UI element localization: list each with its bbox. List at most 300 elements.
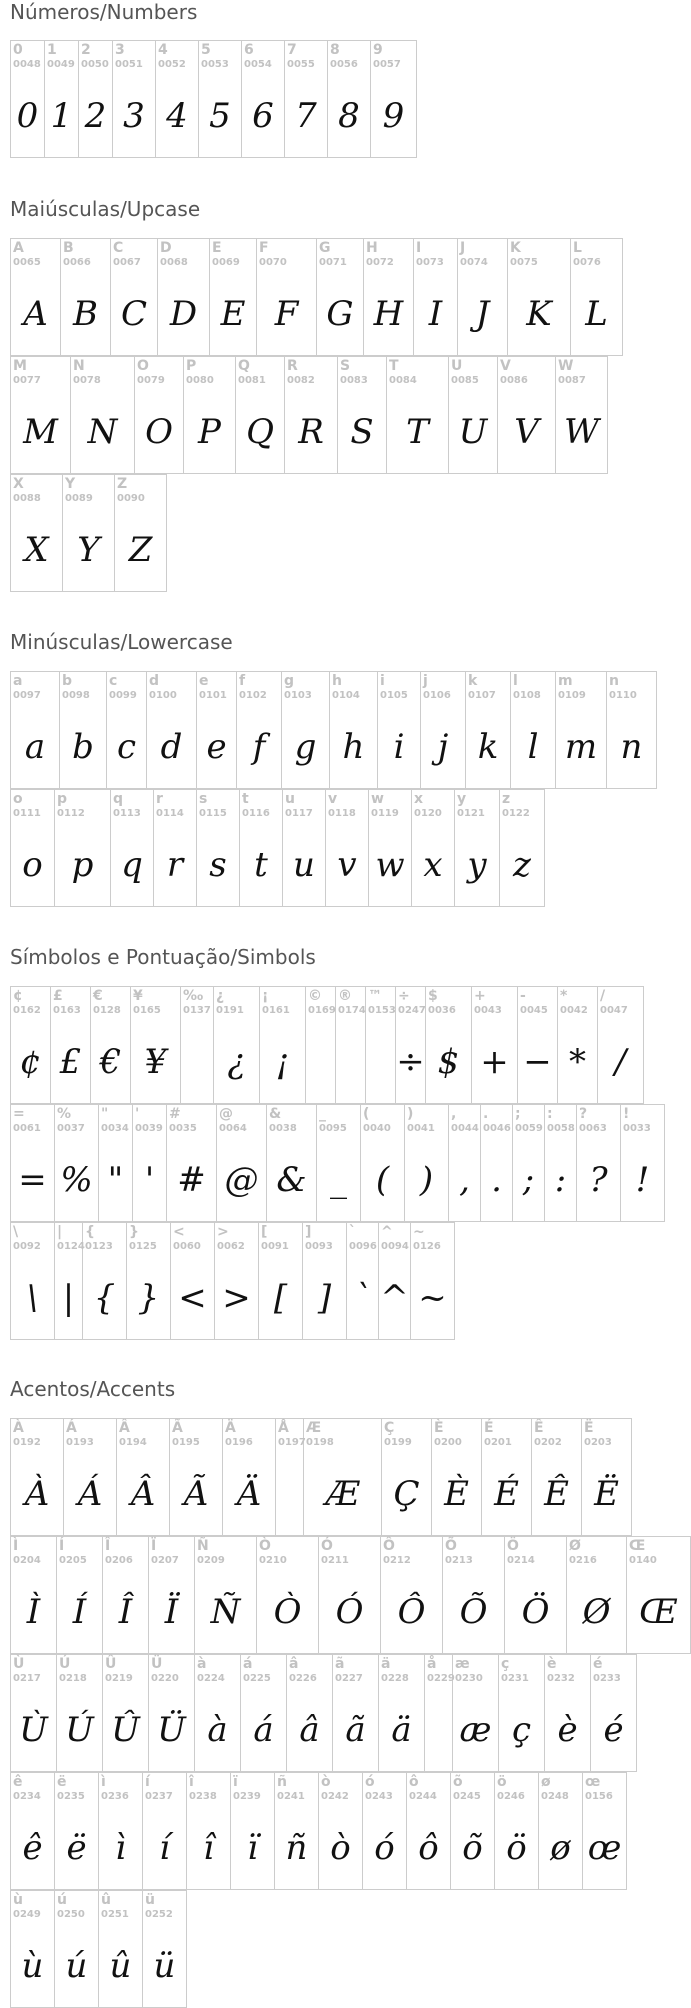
glyph-label: 7 xyxy=(287,42,297,58)
glyph-sample: 1 xyxy=(50,96,73,136)
glyph-code: 0052 xyxy=(158,59,186,70)
glyph-cell xyxy=(481,1105,513,1221)
glyph-label: 3 xyxy=(115,42,125,58)
glyph-sample: ] xyxy=(317,1278,332,1318)
glyph-code: 0060 xyxy=(173,1241,201,1252)
glyph-sample: V xyxy=(514,412,539,452)
glyph-cell xyxy=(57,1655,103,1771)
glyph-sample: ì xyxy=(115,1828,126,1868)
glyph-label: ~ xyxy=(413,1224,425,1240)
glyph-code: 0044 xyxy=(451,1123,479,1134)
glyph-cell xyxy=(505,1537,567,1653)
glyph-cell xyxy=(304,1419,382,1535)
glyph-code: 0101 xyxy=(199,690,227,701)
glyph-cell xyxy=(282,672,330,788)
glyph-cell xyxy=(539,1773,583,1889)
glyph-sample: > xyxy=(222,1278,251,1318)
glyph-sample: # xyxy=(177,1160,206,1200)
glyph-cell xyxy=(412,790,455,906)
glyph-label: ‰ xyxy=(183,988,204,1004)
glyph-label: ù xyxy=(13,1892,23,1908)
glyph-sample: , xyxy=(459,1160,470,1200)
glyph-cell xyxy=(276,1419,304,1535)
glyph-code: 0123 xyxy=(85,1241,113,1252)
glyph-cell xyxy=(336,987,366,1103)
glyph-code: 0169 xyxy=(308,1005,336,1016)
glyph-code: 0086 xyxy=(500,375,528,386)
glyph-cell xyxy=(518,987,558,1103)
glyph-code: 0201 xyxy=(484,1437,512,1448)
glyph-sample: Ó xyxy=(335,1592,364,1632)
glyph-sample: ã xyxy=(345,1710,366,1750)
glyph-code: 0087 xyxy=(558,375,586,386)
glyph-code: 0108 xyxy=(513,690,541,701)
glyph-label: Á xyxy=(66,1420,77,1436)
glyph-code: 0034 xyxy=(101,1123,129,1134)
glyph-sample: a xyxy=(24,727,46,767)
glyph-sample: õ xyxy=(462,1828,483,1868)
glyph-label: . xyxy=(483,1106,489,1122)
glyph-code: 0207 xyxy=(151,1555,179,1566)
glyph-code: 0234 xyxy=(13,1791,41,1802)
glyph-cell xyxy=(11,1773,55,1889)
glyph-code: 0219 xyxy=(105,1673,133,1684)
glyph-sample: R xyxy=(298,412,324,452)
glyph-cell xyxy=(451,1773,495,1889)
glyph-code: 0203 xyxy=(584,1437,612,1448)
glyph-label: Ê xyxy=(534,1420,544,1436)
glyph-label: ç xyxy=(501,1656,510,1672)
glyph-label: r xyxy=(156,791,163,807)
glyph-label: p xyxy=(57,791,68,807)
glyph-code: 0226 xyxy=(289,1673,317,1684)
glyph-cell xyxy=(167,1105,217,1221)
glyph-label: Ñ xyxy=(197,1538,209,1554)
glyph-row-upcase xyxy=(10,474,167,592)
glyph-sample: Ç xyxy=(393,1474,420,1514)
glyph-sample xyxy=(181,1031,213,1093)
glyph-sample: h xyxy=(342,727,365,767)
glyph-sample: u xyxy=(293,845,315,885)
glyph-code: 0224 xyxy=(197,1673,225,1684)
glyph-code: 0216 xyxy=(569,1555,597,1566)
glyph-code: 0246 xyxy=(497,1791,525,1802)
glyph-label: Ç xyxy=(384,1420,395,1436)
glyph-cell xyxy=(317,239,364,355)
glyph-label: _ xyxy=(319,1106,326,1122)
glyph-sample: 0 xyxy=(16,96,39,136)
glyph-cell xyxy=(237,672,282,788)
glyph-row-symbols xyxy=(10,1104,665,1222)
glyph-sample: H xyxy=(373,294,404,334)
glyph-cell xyxy=(545,1655,591,1771)
glyph-label: A xyxy=(13,240,24,256)
glyph-sample: ù xyxy=(21,1946,44,1986)
glyph-sample: + xyxy=(480,1042,509,1082)
glyph-cell xyxy=(197,672,237,788)
glyph-label: : xyxy=(547,1106,553,1122)
glyph-code: 0115 xyxy=(199,808,227,819)
glyph-sample: y xyxy=(467,845,487,885)
section-title-symbols: Símbolos e Pontuação/Simbols xyxy=(10,945,316,969)
glyph-label: I xyxy=(416,240,422,256)
glyph-cell xyxy=(143,1773,187,1889)
glyph-cell xyxy=(319,1773,363,1889)
glyph-code: 0083 xyxy=(340,375,368,386)
glyph-sample: z xyxy=(513,845,531,885)
glyph-code: 0200 xyxy=(434,1437,462,1448)
glyph-code: 0092 xyxy=(13,1241,41,1252)
glyph-sample: À xyxy=(24,1474,50,1514)
glyph-code: 0239 xyxy=(233,1791,261,1802)
glyph-row-accents xyxy=(10,1890,187,2008)
glyph-cell xyxy=(143,1891,187,2007)
glyph-code: 0075 xyxy=(510,257,538,268)
glyph-sample: l xyxy=(527,727,539,767)
glyph-code: 0104 xyxy=(332,690,360,701)
glyph-cell xyxy=(55,1773,99,1889)
glyph-code: 0218 xyxy=(59,1673,87,1684)
glyph-label: L xyxy=(573,240,582,256)
glyph-code: 0046 xyxy=(483,1123,511,1134)
glyph-code: 0121 xyxy=(457,808,485,819)
glyph-sample: w xyxy=(375,845,405,885)
glyph-sample: / xyxy=(614,1042,627,1082)
glyph-code: 0098 xyxy=(62,690,90,701)
glyph-sample: i xyxy=(393,727,405,767)
glyph-label: á xyxy=(243,1656,253,1672)
glyph-cell xyxy=(217,1105,267,1221)
glyph-cell xyxy=(55,790,111,906)
section-title-upcase: Maiúsculas/Upcase xyxy=(10,197,201,221)
glyph-cell xyxy=(241,1655,287,1771)
glyph-sample: t xyxy=(254,845,268,885)
glyph-cell xyxy=(11,1223,55,1339)
glyph-code: 0118 xyxy=(328,808,356,819)
glyph-label: % xyxy=(57,1106,72,1122)
glyph-cell xyxy=(369,790,412,906)
glyph-cell xyxy=(149,1655,195,1771)
glyph-code: 0229 xyxy=(427,1673,455,1684)
glyph-cell xyxy=(11,1655,57,1771)
glyph-code: 0228 xyxy=(381,1673,409,1684)
glyph-label: Ú xyxy=(59,1656,71,1672)
glyph-cell xyxy=(511,672,556,788)
glyph-code: 0089 xyxy=(65,493,93,504)
glyph-cell xyxy=(113,41,156,157)
glyph-label: û xyxy=(101,1892,111,1908)
glyph-cell xyxy=(11,1537,57,1653)
glyph-code: 0056 xyxy=(330,59,358,70)
glyph-label: 0 xyxy=(13,42,23,58)
glyph-sample xyxy=(336,1031,365,1093)
glyph-label: X xyxy=(13,476,24,492)
glyph-cell xyxy=(11,790,55,906)
glyph-label: ¥ xyxy=(133,988,143,1004)
glyph-sample: ê xyxy=(22,1828,43,1868)
glyph-code: 0048 xyxy=(13,59,41,70)
glyph-sample: Ø xyxy=(582,1592,611,1632)
glyph-sample: } xyxy=(137,1278,160,1318)
glyph-code: 0196 xyxy=(225,1437,253,1448)
glyph-sample: í xyxy=(159,1828,170,1868)
glyph-sample: ' xyxy=(144,1160,155,1200)
glyph-label: [ xyxy=(261,1224,268,1240)
glyph-sample: 5 xyxy=(209,96,231,136)
glyph-cell xyxy=(117,1419,170,1535)
glyph-sample: ë xyxy=(66,1828,87,1868)
glyph-label: U xyxy=(451,358,463,374)
glyph-cell xyxy=(426,987,472,1103)
glyph-cell xyxy=(131,987,181,1103)
glyph-label: Õ xyxy=(445,1538,457,1554)
glyph-cell xyxy=(513,1105,545,1221)
glyph-label: @ xyxy=(219,1106,233,1122)
glyph-label: 1 xyxy=(47,42,57,58)
glyph-sample: ¡ xyxy=(275,1042,290,1082)
glyph-label: å xyxy=(427,1656,437,1672)
glyph-label: d xyxy=(149,673,160,689)
glyph-cell xyxy=(199,41,242,157)
glyph-code: 0137 xyxy=(183,1005,211,1016)
glyph-cell xyxy=(567,1537,627,1653)
glyph-cell xyxy=(257,239,317,355)
glyph-row-accents xyxy=(10,1654,637,1772)
glyph-code: 0230 xyxy=(455,1673,483,1684)
glyph-sample: E xyxy=(220,294,246,334)
glyph-code: 0236 xyxy=(101,1791,129,1802)
glyph-cell xyxy=(378,672,421,788)
glyph-code: 0102 xyxy=(239,690,267,701)
glyph-label: ! xyxy=(623,1106,630,1122)
glyph-sample: ç xyxy=(511,1710,532,1750)
glyph-label: ` xyxy=(349,1224,356,1240)
glyph-sample xyxy=(425,1699,452,1761)
glyph-label: W xyxy=(558,358,574,374)
glyph-code: 0073 xyxy=(416,257,444,268)
glyph-code: 0205 xyxy=(59,1555,87,1566)
glyph-sample: 8 xyxy=(338,96,360,136)
glyph-sample: Ù xyxy=(19,1710,48,1750)
glyph-code: 0106 xyxy=(423,690,451,701)
glyph-cell xyxy=(170,1419,223,1535)
glyph-sample: − xyxy=(523,1042,552,1082)
glyph-cell xyxy=(591,1655,637,1771)
glyph-sample: Õ xyxy=(459,1592,488,1632)
glyph-code: 0210 xyxy=(259,1555,287,1566)
glyph-sample: œ xyxy=(587,1828,622,1868)
glyph-code: 0051 xyxy=(115,59,143,70)
glyph-label: } xyxy=(129,1224,139,1240)
glyph-cell xyxy=(364,239,414,355)
glyph-code: 0233 xyxy=(593,1673,621,1684)
glyph-code: 0038 xyxy=(269,1123,297,1134)
glyph-sample: g xyxy=(294,727,317,767)
glyph-cell xyxy=(184,357,236,473)
glyph-label: j xyxy=(423,673,428,689)
glyph-label: J xyxy=(460,240,466,256)
glyph-label: m xyxy=(558,673,573,689)
glyph-label: 6 xyxy=(244,42,254,58)
glyph-label: ì xyxy=(101,1774,106,1790)
glyph-cell xyxy=(347,1223,379,1339)
glyph-label: 8 xyxy=(330,42,340,58)
glyph-cell xyxy=(135,357,184,473)
glyph-sample: Î xyxy=(118,1592,133,1632)
glyph-label: & xyxy=(269,1106,282,1122)
glyph-sample: & xyxy=(276,1160,307,1200)
glyph-code: 0153 xyxy=(368,1005,396,1016)
glyph-sample: Í xyxy=(72,1592,87,1632)
glyph-label: ¿ xyxy=(216,988,225,1004)
glyph-cell xyxy=(11,41,45,157)
glyph-sample: D xyxy=(169,294,198,334)
glyph-code: 0125 xyxy=(129,1241,157,1252)
glyph-label: " xyxy=(101,1106,109,1122)
glyph-cell xyxy=(414,239,458,355)
glyph-cell xyxy=(195,1655,241,1771)
glyph-code: 0079 xyxy=(137,375,165,386)
glyph-cell xyxy=(382,1419,432,1535)
glyph-cell xyxy=(133,1105,167,1221)
glyph-label: ( xyxy=(363,1106,370,1122)
glyph-sample: ( xyxy=(375,1160,390,1200)
glyph-code: 0198 xyxy=(306,1437,334,1448)
glyph-sample: ò xyxy=(330,1828,351,1868)
glyph-sample: r xyxy=(166,845,184,885)
glyph-label: l xyxy=(513,673,518,689)
glyph-cell xyxy=(187,1773,231,1889)
glyph-cell xyxy=(303,1223,347,1339)
glyph-label: õ xyxy=(453,1774,463,1790)
glyph-code: 0252 xyxy=(145,1909,173,1920)
glyph-label: 9 xyxy=(373,42,383,58)
glyph-code: 0050 xyxy=(81,59,109,70)
glyph-code: 0206 xyxy=(105,1555,133,1566)
glyph-cell xyxy=(366,987,396,1103)
glyph-sample: s xyxy=(209,845,227,885)
glyph-label: Ë xyxy=(584,1420,594,1436)
glyph-cell xyxy=(11,1419,64,1535)
glyph-cell xyxy=(379,1655,425,1771)
glyph-sample: Ô xyxy=(397,1592,426,1632)
glyph-code: 0085 xyxy=(451,375,479,386)
glyph-code: 0036 xyxy=(428,1005,456,1016)
glyph-cell xyxy=(71,357,135,473)
glyph-label: ü xyxy=(145,1892,155,1908)
glyph-cell xyxy=(381,1537,443,1653)
glyph-code: 0103 xyxy=(284,690,312,701)
glyph-code: 0243 xyxy=(365,1791,393,1802)
glyph-code: 0231 xyxy=(501,1673,529,1684)
glyph-label: é xyxy=(593,1656,603,1672)
glyph-sample: A xyxy=(23,294,48,334)
glyph-cell xyxy=(215,1223,259,1339)
glyph-sample: Ñ xyxy=(210,1592,241,1632)
glyph-code: 0093 xyxy=(305,1241,333,1252)
glyph-cell xyxy=(11,239,61,355)
glyph-label: Ù xyxy=(13,1656,25,1672)
glyph-cell xyxy=(387,357,449,473)
glyph-row-lowercase xyxy=(10,789,545,907)
glyph-row-lowercase xyxy=(10,671,657,789)
glyph-cell xyxy=(317,1105,361,1221)
glyph-cell xyxy=(411,1223,455,1339)
glyph-code: 0126 xyxy=(413,1241,441,1252)
glyph-code: 0105 xyxy=(380,690,408,701)
glyph-code: 0090 xyxy=(117,493,145,504)
glyph-label: N xyxy=(73,358,85,374)
glyph-cell xyxy=(103,1655,149,1771)
glyph-cell xyxy=(210,239,257,355)
glyph-code: 0069 xyxy=(212,257,240,268)
glyph-cell xyxy=(319,1537,381,1653)
glyph-code: 0193 xyxy=(66,1437,94,1448)
glyph-sample: % xyxy=(60,1160,93,1200)
glyph-label: Ø xyxy=(569,1538,581,1554)
glyph-label: Y xyxy=(65,476,76,492)
glyph-label: / xyxy=(600,988,606,1004)
glyph-cell xyxy=(283,790,326,906)
glyph-code: 0037 xyxy=(57,1123,85,1134)
glyph-label: ú xyxy=(57,1892,67,1908)
glyph-code: 0072 xyxy=(366,257,394,268)
glyph-cell xyxy=(51,987,91,1103)
glyph-code: 0199 xyxy=(384,1437,412,1448)
glyph-code: 0061 xyxy=(13,1123,41,1134)
glyph-code: 0247 xyxy=(398,1005,426,1016)
glyph-cell xyxy=(64,1419,117,1535)
glyph-code: 0059 xyxy=(515,1123,543,1134)
glyph-label: M xyxy=(13,358,27,374)
glyph-label: 5 xyxy=(201,42,211,58)
glyph-cell xyxy=(499,1655,545,1771)
glyph-sample: X xyxy=(24,530,49,570)
glyph-label: y xyxy=(457,791,467,807)
glyph-cell xyxy=(149,1537,195,1653)
glyph-label: h xyxy=(332,673,342,689)
glyph-code: 0096 xyxy=(349,1241,377,1252)
glyph-code: 0109 xyxy=(558,690,586,701)
glyph-cell xyxy=(466,672,511,788)
glyph-label: u xyxy=(285,791,295,807)
glyph-code: 0080 xyxy=(186,375,214,386)
glyph-label: Î xyxy=(105,1538,111,1554)
glyph-sample: O xyxy=(145,412,173,452)
glyph-sample: e xyxy=(206,727,227,767)
glyph-sample: = xyxy=(18,1160,47,1200)
glyph-label: ï xyxy=(233,1774,238,1790)
glyph-code: 0082 xyxy=(287,375,315,386)
glyph-sample: K xyxy=(526,294,552,334)
glyph-cell xyxy=(181,987,214,1103)
glyph-code: 0156 xyxy=(585,1791,613,1802)
glyph-cell xyxy=(107,672,147,788)
glyph-label: â xyxy=(289,1656,299,1672)
glyph-label: x xyxy=(414,791,424,807)
glyph-code: 0235 xyxy=(57,1791,85,1802)
glyph-cell xyxy=(61,239,111,355)
glyph-code: 0055 xyxy=(287,59,315,70)
glyph-sample: Ä xyxy=(236,1474,262,1514)
glyph-sample: ÷ xyxy=(396,1042,425,1082)
glyph-label: ™ xyxy=(368,988,382,1004)
glyph-label: £ xyxy=(53,988,63,1004)
glyph-label: { xyxy=(85,1224,95,1240)
glyph-cell xyxy=(498,357,556,473)
glyph-label: = xyxy=(13,1106,25,1122)
glyph-code: 0035 xyxy=(169,1123,197,1134)
